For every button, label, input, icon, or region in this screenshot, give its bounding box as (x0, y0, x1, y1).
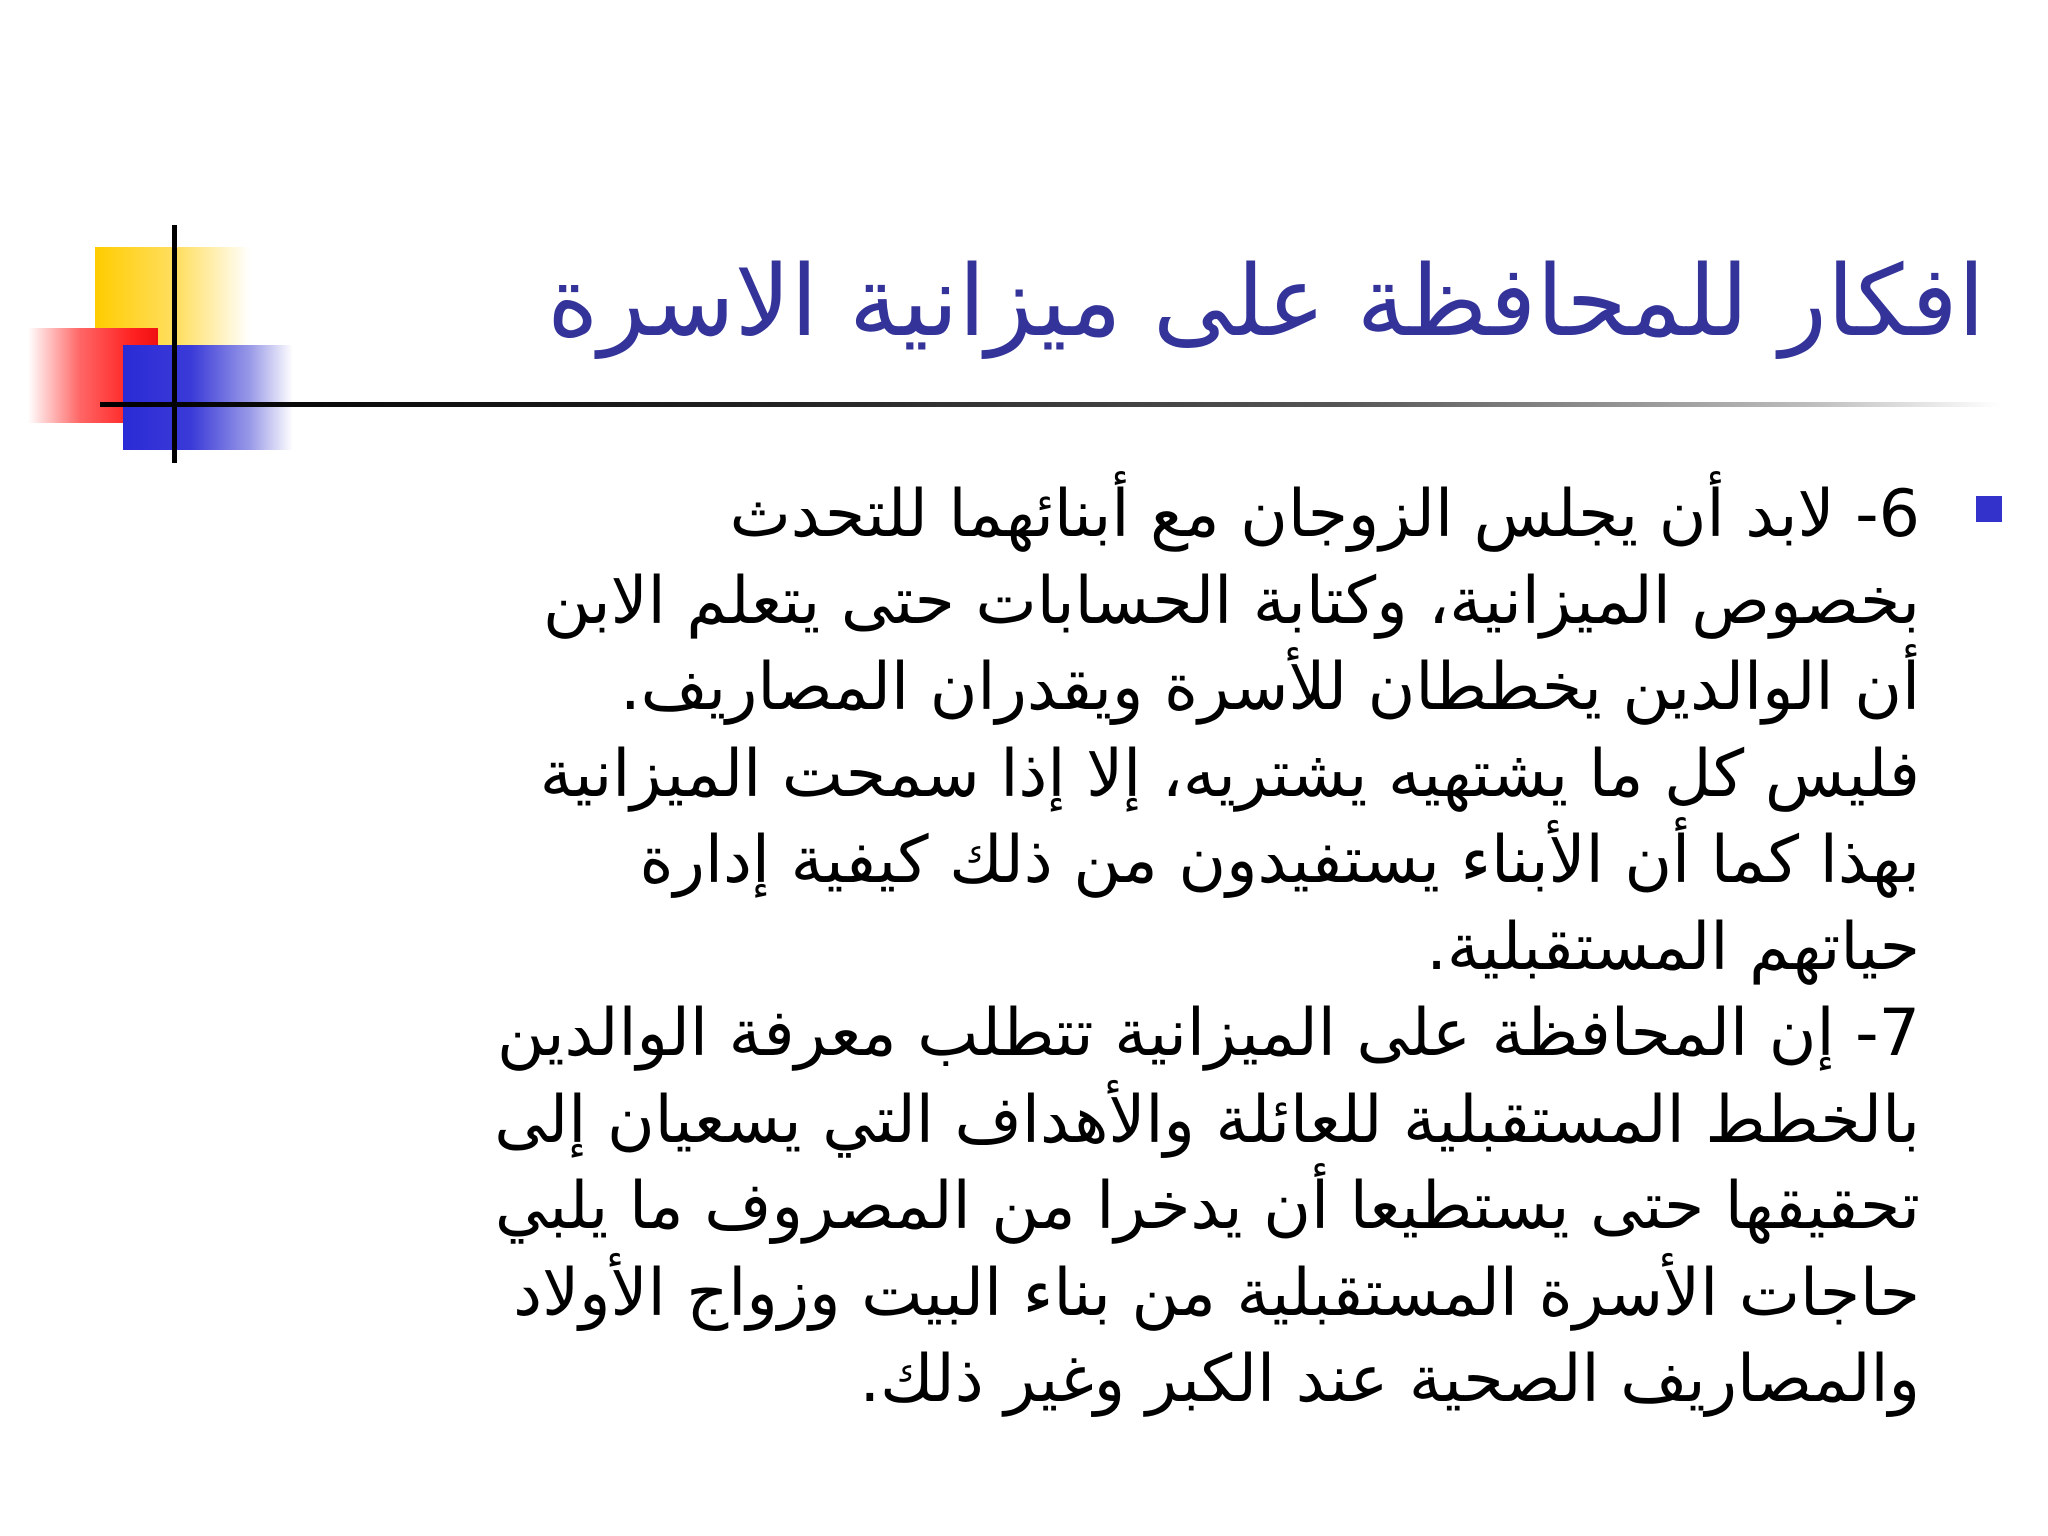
slide-title: افكار للمحافظة على ميزانية الاسرة (547, 245, 1985, 359)
bullet-text: 6- لابد أن يجلس الزوجان مع أبنائهما للتحدث بخصوص الميزانية، وكتابة الحسابات حتى يتعلم الابن أن الوالدين يخططان للأسرة ويقدران المصاريف. فليس كل ما يشتهيه يشتريه، إلا إذا سمحت الميزانية بهذا كما أن الأبناء يستفيدون من ذلك كيفية إدارة حياتهم المستقبلية. 7- إن المحافظة على الميزانية تتطلب معرفة الوالدين بالخطط المستقبلية للعائلة والأهداف التي يسعيان إلى تحقيقها حتى يستطيعا أن يدخرا من المصروف ما يلبي حاجات الأسرة المستقبلية من بناء البيت وزواج الأولاد والمصاريف الصحية عند الكبر وغير ذلك. (494, 477, 1920, 1417)
vertical-divider-line (172, 225, 177, 463)
list-item (290, 472, 1920, 1424)
square-bullet-icon (1976, 496, 2002, 522)
blue-square-decoration (123, 345, 293, 450)
title-underline (100, 402, 2000, 407)
bullet-list (290, 472, 1920, 1424)
decorative-squares (0, 0, 300, 480)
